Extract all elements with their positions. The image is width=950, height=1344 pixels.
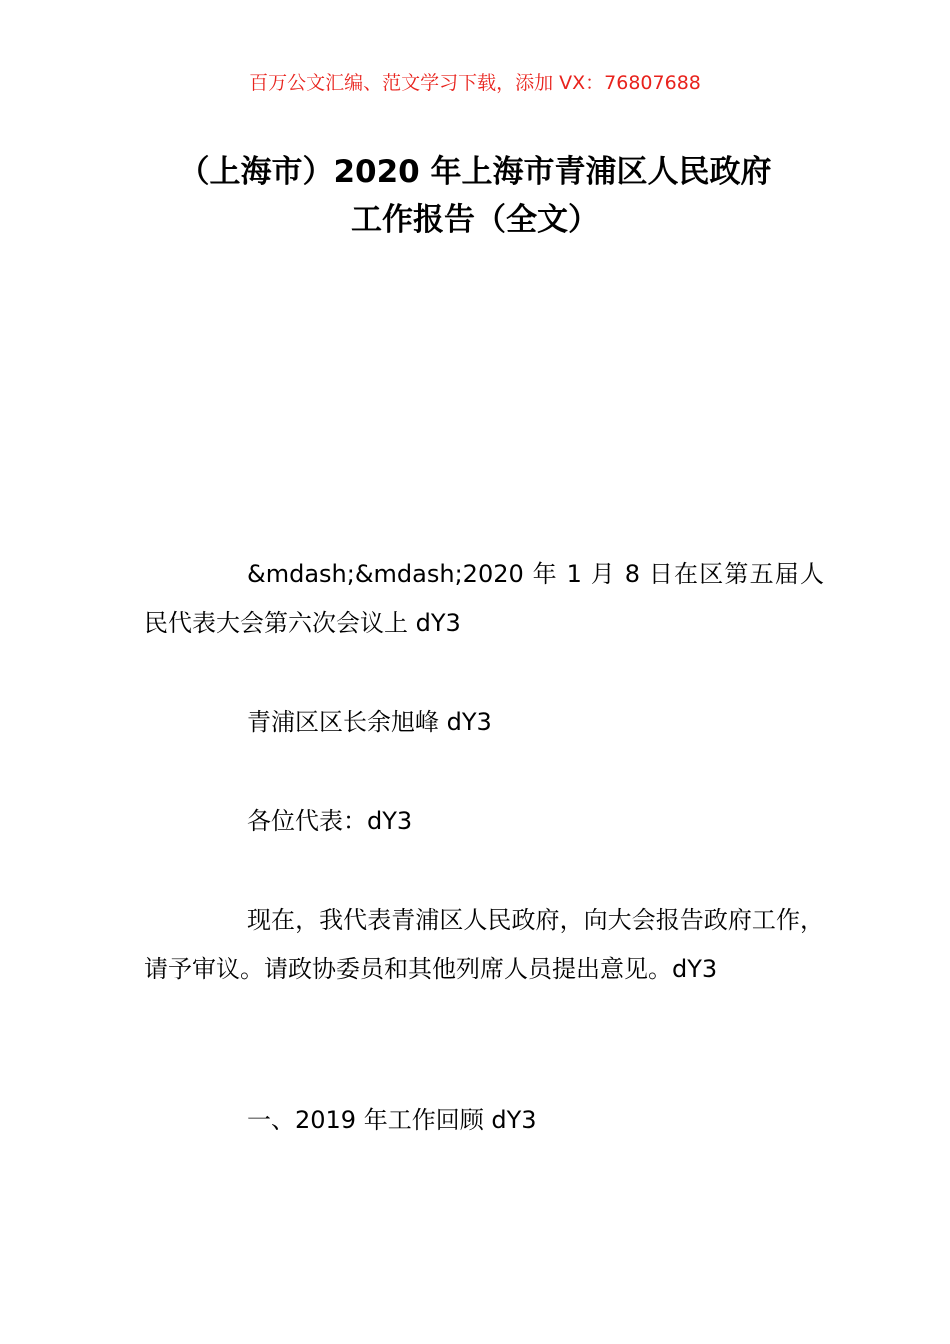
title-line-2: 工作报告（全文） — [351, 202, 599, 238]
document-title — [140, 148, 810, 244]
paragraph-salutation: 各位代表：dY3 — [247, 807, 413, 835]
paragraph-meeting-info: &mdash;&mdash;2020 年 1 月 8 日在区第五届人民代表大会第六次会议上 dY3 — [144, 560, 824, 637]
header-promo-note: 百万公文汇编、范文学习下载，添加 VX：76807688 — [249, 72, 701, 94]
paragraph-intro: 现在，我代表青浦区人民政府，向大会报告政府工作，请予审议。请政协委员和其他列席人员提出意见。dY3 — [144, 906, 824, 983]
title-line-1: （上海市）2020 年上海市青浦区人民政府 — [178, 154, 772, 190]
paragraph-speaker: 青浦区区长余旭峰 dY3 — [247, 708, 492, 736]
section-heading-review: 一、2019 年工作回顾 dY3 — [247, 1106, 537, 1134]
